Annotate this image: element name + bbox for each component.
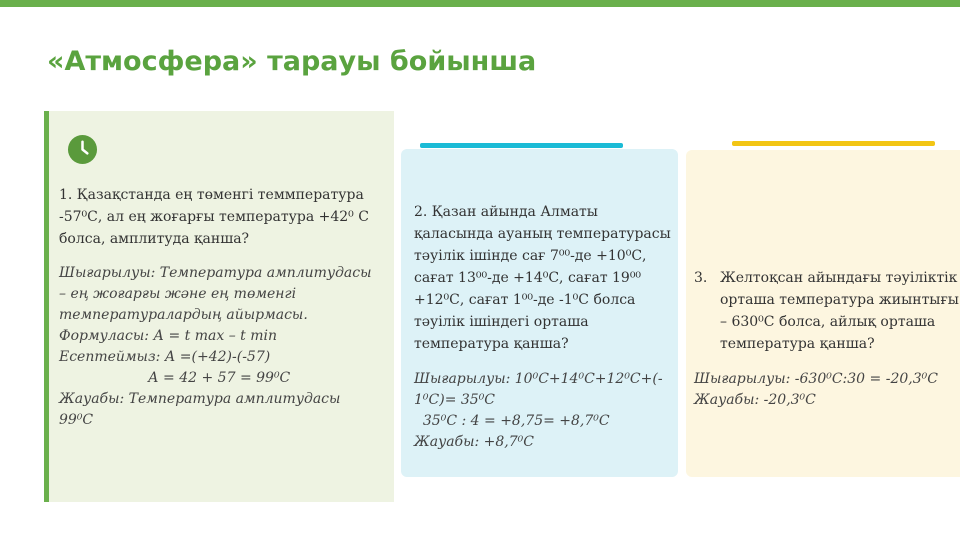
question-card-1 xyxy=(44,111,394,502)
page-title: «Атмосфера» тарауы бойынша xyxy=(47,46,537,77)
question-number: 3. xyxy=(694,270,708,286)
card-accent-line-yellow xyxy=(732,141,935,146)
card-accent-line-cyan xyxy=(420,143,623,148)
solution-text: Шығарылуы: -630⁰С:30 = -20,3⁰С Жауабы: -20,3⁰С xyxy=(694,371,938,408)
question-text: 3. Желтоқсан айындағы тәуіліктік орташа температура жиынтығы – 630⁰С болса, айлық орташа температура қанша? xyxy=(694,267,960,355)
card-accent-bar xyxy=(44,111,49,502)
solution-text: Шығарылуы: Температура амплитудасы – ең жоғарғы және ең төменгі температуралардың айырмасы. Формуласы: А = t max – t min Есептеймыз: А =(+42)-(-57) А = 42 + 57 = 99⁰С Жауабы: Температура амплитудасы 99⁰С xyxy=(59,265,372,428)
solution-text: Шығарылуы: 10⁰С+14⁰С+12⁰С+(- 1⁰С)= 35⁰С 35⁰С : 4 = +8,75= +8,7⁰С Жауабы: +8,7⁰С xyxy=(414,371,663,450)
question-card-2 xyxy=(401,149,678,477)
question-card-3 xyxy=(686,150,960,477)
top-accent-bar xyxy=(0,0,960,7)
question-text: 2. Қазан айында Алматы қаласында ауаның температурасы тәуілік ішінде сағ 7⁰⁰-де +10⁰С, сағат 13⁰⁰-де +14⁰С, сағат 19⁰⁰ +12⁰С, сағат 1⁰⁰-де -1⁰С болса тәуілік ішіндегі орташа температура қанша? xyxy=(414,204,671,352)
question-text: 1. Қазақстанда ең төменгі теммпература -57⁰С, ал ең жоғарғы температура +42⁰ С болса, амплитуда қанша? xyxy=(59,187,369,247)
clock-icon xyxy=(67,134,98,165)
